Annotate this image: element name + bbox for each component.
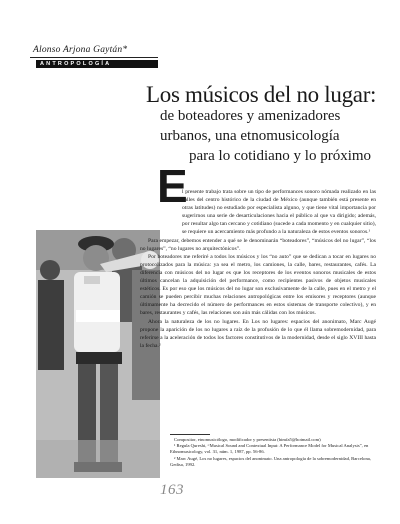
header-rule <box>30 57 158 58</box>
article-title: Los músicos del no lugar: <box>146 82 377 107</box>
article-subtitle-line-2: urbanos, una etnomusicología <box>160 128 340 144</box>
section-label: ANTROPOLOGÍA <box>36 60 158 68</box>
page-number: 163 <box>160 482 184 498</box>
drop-cap: E <box>157 160 188 212</box>
body-paragraph: l presente trabajo trata sobre un tipo de performances sonoro nómada realizado en las calles del centro histórico de la ciudad de México (aunque también está presente en otras latitudes) no estudiado por especialista alguno, y que tiene vital importancia por sugerirnos una serie de desarticulaciones hacia el público al que va dirigido; además, por resultar algo tan cercano y cotidiano (sucede a cada momento y en cualquier sitio), se requiere un acercamiento más profundo a la naturaleza de estos eventos sonoros.¹ <box>182 189 376 236</box>
body-paragraph: Para empezar, debemos entender a qué se le denominarán “boteadores”, “músicos del no lugar”, “los no lugares”, “no lugares no arquitectónicos”. <box>140 237 376 252</box>
author-name: Alonso Arjona Gaytán* <box>33 45 128 55</box>
footnote: Compositor, etnomusicólogo, modificador y presentista (bimfa5@hotmail.com) <box>174 437 321 442</box>
body-paragraph: Ahora la naturaleza de los no lugares. En Los no lugares: espacios del anonimato, Marc Augé propone la aparición de los no lugares a raíz de la profusión de lo que él llama sobremodernidad, para referirse a la aceleración de todos los factores constitutivos de la modernidad, desde el siglo XVIII hasta la fecha.² <box>140 318 376 349</box>
article-subtitle-line-1: de boteadores y amenizadores <box>160 108 341 124</box>
footnote: ² Marc Augé, Los no lugares, espacios del anonimato. Una antropología de la sobremodernidad, Barcelona, Gedisa, 1992. <box>170 455 371 467</box>
article-subtitle-line-3: para lo cotidiano y lo próximo <box>189 148 372 164</box>
article-body <box>140 188 376 350</box>
body-paragraph: Por boteadores me referiré a todos los músicos y los “no auto” que se dedican a tocar en lugares no protocolizados para la música: ya sea el metro, los camiones, la calle, bares, restaurantes, cafés. La diferencia con músicos del no lugar es que los receptores de los eventos sonoros musicales de estos últimos cancelan la adquisición del performance, como recipientes pasivos de objetos musicales estéticos. Es por eso que los músicos del no lugar son exclusivamente de la calle, pues en el metro y el camión se pueden percibir muchas relaciones antropológicas entre los emisores y receptores (aunque últimamente ha decrecido el número de performances en estos sistemas de transporte colectivo), y en bares, restaurantes y cafés, las relaciones son aún más cálidas con los músicos. <box>140 253 376 317</box>
footnote: ¹ Regula Qureshi, “Musical Sound and Contextual Input: A Performance Model for Musical Analysis”, en Ethnomusicology, vol. 31, núm. 1, 1987, pp. 56-86. <box>170 443 369 455</box>
footnote-rule <box>170 434 210 435</box>
footnotes <box>170 437 376 468</box>
